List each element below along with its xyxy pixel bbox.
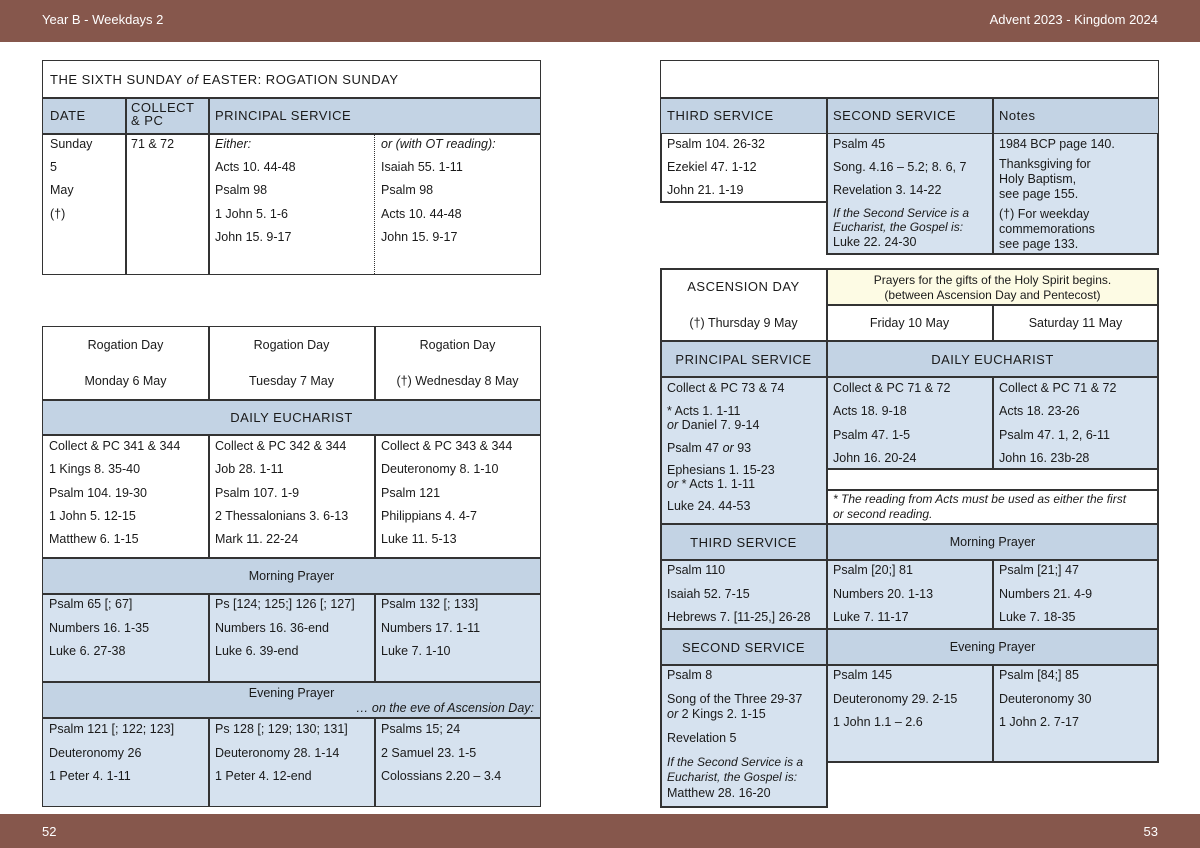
principal-service-header: PRINCIPAL SERVICE <box>675 352 812 367</box>
rogation-day-name: Rogation Day <box>419 338 496 352</box>
principal-reading: Psalm 47 or 93 <box>667 441 752 455</box>
second-service-reading: Revelation 3. 14-22 <box>833 183 942 197</box>
friday-evening: Psalm 145 <box>833 668 893 682</box>
second-service-reading: Psalm 8 <box>667 668 713 682</box>
friday-eucharist: Acts 18. 9-18 <box>833 404 907 418</box>
sunday-date-line: (†) <box>50 207 66 221</box>
notes-line: commemorations <box>999 222 1095 236</box>
holy-spirit-banner: Prayers for the gifts of the Holy Spirit begins. <box>873 273 1112 287</box>
col-date-header: DATE <box>50 108 86 123</box>
principal-reading: Ephesians 1. 15-23 <box>667 463 775 477</box>
saturday-morning: Luke 7. 18-35 <box>999 610 1076 624</box>
either-label: Either: <box>215 137 252 151</box>
tue-eucharist: Job 28. 1-11 <box>215 462 284 476</box>
wed-eucharist: Psalm 121 <box>381 486 441 500</box>
tue-morning: Numbers 16. 36-end <box>215 621 329 635</box>
mon-eucharist: Collect & PC 341 & 344 <box>49 439 181 453</box>
rogation-day-date: (†) Wednesday 8 May <box>396 374 519 388</box>
eucharist-gospel: Matthew 28. 16-20 <box>667 786 771 800</box>
principal-reading: or * Acts 1. 1-11 <box>667 477 756 491</box>
saturday-evening: 1 John 2. 7-17 <box>999 715 1079 729</box>
wed-eucharist: Collect & PC 343 & 344 <box>381 439 513 453</box>
wed-eucharist: Philippians 4. 4-7 <box>381 509 477 523</box>
or-label: or (with OT reading): <box>381 137 496 151</box>
eucharist-gospel: Luke 22. 24-30 <box>833 235 917 249</box>
saturday-eucharist: Acts 18. 23-26 <box>999 404 1080 418</box>
notes-line: Thanksgiving for <box>999 157 1091 171</box>
wed-evening: Psalms 15; 24 <box>381 722 461 736</box>
sunday-title: THE SIXTH SUNDAY of EASTER: ROGATION SUNDAY <box>50 72 399 87</box>
second-service-reading: Song of the Three 29-37 <box>667 692 803 706</box>
third-service-reading: Ezekiel 47. 1-12 <box>667 160 757 174</box>
or-reading: John 15. 9-17 <box>381 230 458 244</box>
eucharist-note: If the Second Service is a <box>667 755 804 769</box>
either-reading: John 15. 9-17 <box>215 230 292 244</box>
notes-line: see page 133. <box>999 237 1079 251</box>
either-reading: Psalm 98 <box>215 183 268 197</box>
ascension-date: (†) Thursday 9 May <box>689 316 798 330</box>
wed-eucharist: Deuteronomy 8. 1-10 <box>381 462 499 476</box>
ascension-title: ASCENSION DAY <box>687 279 800 294</box>
mon-eucharist: 1 John 5. 12-15 <box>49 509 136 523</box>
friday-eucharist: John 16. 20-24 <box>833 451 917 465</box>
saturday-eucharist: Collect & PC 71 & 72 <box>999 381 1117 395</box>
principal-reading: Luke 24. 44-53 <box>667 499 751 513</box>
or-reading: Psalm 98 <box>381 183 434 197</box>
page-number-right: 53 <box>1143 824 1158 839</box>
saturday-evening: Psalm [84;] 85 <box>999 668 1079 682</box>
principal-reading: * Acts 1. 1-11 <box>667 404 741 418</box>
mon-evening: Deuteronomy 26 <box>49 746 142 760</box>
friday-morning: Psalm [20;] 81 <box>833 563 913 577</box>
principal-reading: or Daniel 7. 9-14 <box>667 418 760 432</box>
evening-prayer-header: Evening Prayer <box>248 686 335 700</box>
either-reading: Acts 10. 44-48 <box>215 160 296 174</box>
wed-morning: Numbers 17. 1-11 <box>381 621 481 635</box>
eucharist-note: If the Second Service is a <box>833 206 970 220</box>
wed-evening: Colossians 2.20 – 3.4 <box>381 769 502 783</box>
notes-header: Notes <box>999 108 1036 123</box>
page-footer-band <box>0 814 1200 848</box>
wed-eucharist: Luke 11. 5-13 <box>381 532 457 546</box>
morning-prayer-header: Morning Prayer <box>949 535 1036 549</box>
mon-evening: 1 Peter 4. 1-11 <box>49 769 131 783</box>
friday-evening: 1 John 1.1 – 2.6 <box>833 715 923 729</box>
evening-prayer-header: Evening Prayer <box>949 640 1036 654</box>
third-service-reading: Psalm 110 <box>667 563 726 577</box>
second-service-reading: Revelation 5 <box>667 731 737 745</box>
mon-evening: Psalm 121 [; 122; 123] <box>49 722 175 736</box>
notes-line: (†) For weekday <box>999 207 1090 221</box>
principal-reading: Collect & PC 73 & 74 <box>667 381 785 395</box>
mon-morning: Numbers 16. 1-35 <box>49 621 150 635</box>
sunday-date-line: 5 <box>50 160 57 174</box>
or-reading: Isaiah 55. 1-11 <box>381 160 463 174</box>
holy-spirit-banner: (between Ascension Day and Pentecost) <box>884 288 1101 302</box>
saturday-morning: Psalm [21;] 47 <box>999 563 1079 577</box>
either-reading: 1 John 5. 1-6 <box>215 207 288 221</box>
sunday-collect: 71 & 72 <box>131 137 175 151</box>
second-service-reading: Psalm 45 <box>833 137 886 151</box>
sunday-date-line: Sunday <box>50 137 93 151</box>
third-service-reading: Psalm 104. 26-32 <box>667 137 765 151</box>
morning-prayer-header: Morning Prayer <box>248 569 335 583</box>
daily-eucharist-header: DAILY EUCHARIST <box>230 410 353 425</box>
tue-eucharist: Psalm 107. 1-9 <box>215 486 300 500</box>
mon-morning: Psalm 65 [; 67] <box>49 597 133 611</box>
acts-footnote: or second reading. <box>833 507 933 521</box>
second-service-header: SECOND SERVICE <box>681 640 806 655</box>
second-service-reading: or 2 Kings 2. 1-15 <box>667 707 766 721</box>
eucharist-note: Eucharist, the Gospel is: <box>667 770 798 784</box>
saturday-eucharist: Psalm 47. 1, 2, 6-11 <box>999 428 1110 442</box>
daily-eucharist-header: DAILY EUCHARIST <box>931 352 1054 367</box>
rogation-day-date: Tuesday 7 May <box>249 374 334 388</box>
col-principal-header: PRINCIPAL SERVICE <box>215 108 352 123</box>
rogation-day-name: Rogation Day <box>87 338 164 352</box>
header-left-text: Year B - Weekdays 2 <box>42 12 164 27</box>
wed-evening: 2 Samuel 23. 1-5 <box>381 746 477 760</box>
mon-morning: Luke 6. 27-38 <box>49 644 126 658</box>
mon-eucharist: 1 Kings 8. 35-40 <box>49 462 141 476</box>
tue-evening: Ps 128 [; 129; 130; 131] <box>215 722 348 736</box>
header-right-text: Advent 2023 - Kingdom 2024 <box>989 12 1158 27</box>
rogation-day-date: Monday 6 May <box>84 374 167 388</box>
third-service-reading: Isaiah 52. 7-15 <box>667 587 750 601</box>
friday-eucharist: Psalm 47. 1-5 <box>833 428 911 442</box>
third-service-header: THIRD SERVICE <box>690 535 797 550</box>
tue-eucharist: Collect & PC 342 & 344 <box>215 439 347 453</box>
notes-line: see page 155. <box>999 187 1079 201</box>
sunday-date-line: May <box>50 183 74 197</box>
rogation-day-name: Rogation Day <box>253 338 330 352</box>
third-service-header: THIRD SERVICE <box>667 108 774 123</box>
mon-eucharist: Matthew 6. 1-15 <box>49 532 139 546</box>
friday-eucharist: Collect & PC 71 & 72 <box>833 381 951 395</box>
tue-evening: Deuteronomy 28. 1-14 <box>215 746 340 760</box>
friday-date: Friday 10 May <box>869 316 950 330</box>
second-service-header: SECOND SERVICE <box>833 108 957 123</box>
saturday-date: Saturday 11 May <box>1028 316 1123 330</box>
friday-evening: Deuteronomy 29. 2-15 <box>833 692 958 706</box>
notes-line: 1984 BCP page 140. <box>999 137 1115 151</box>
saturday-eucharist: John 16. 23b-28 <box>999 451 1090 465</box>
mon-eucharist: Psalm 104. 19-30 <box>49 486 147 500</box>
ascension-eve-note: … on the eve of Ascension Day: <box>355 701 534 715</box>
tue-evening: 1 Peter 4. 12-end <box>215 769 312 783</box>
third-service-reading: John 21. 1-19 <box>667 183 744 197</box>
tue-eucharist: Mark 11. 22-24 <box>215 532 299 546</box>
tue-morning: Ps [124; 125;] 126 [; 127] <box>215 597 355 611</box>
page-header-band <box>0 0 1200 42</box>
page-number-left: 52 <box>42 824 57 839</box>
friday-morning: Numbers 20. 1-13 <box>833 587 934 601</box>
acts-footnote: * The reading from Acts must be used as either the first <box>833 492 1127 506</box>
third-service-reading: Hebrews 7. [11-25,] 26-28 <box>667 610 811 624</box>
eucharist-note: Eucharist, the Gospel is: <box>833 220 964 234</box>
tue-morning: Luke 6. 39-end <box>215 644 299 658</box>
tue-eucharist: 2 Thessalonians 3. 6-13 <box>215 509 349 523</box>
friday-morning: Luke 7. 11-17 <box>833 610 909 624</box>
saturday-evening: Deuteronomy 30 <box>999 692 1092 706</box>
col-collect-header: COLLECT & PC <box>131 100 195 128</box>
or-reading: Acts 10. 44-48 <box>381 207 462 221</box>
saturday-morning: Numbers 21. 4-9 <box>999 587 1093 601</box>
wed-morning: Luke 7. 1-10 <box>381 644 451 658</box>
notes-line: Holy Baptism, <box>999 172 1077 186</box>
wed-morning: Psalm 132 [; 133] <box>381 597 479 611</box>
second-service-reading: Song. 4.16 – 5.2; 8. 6, 7 <box>833 160 967 174</box>
